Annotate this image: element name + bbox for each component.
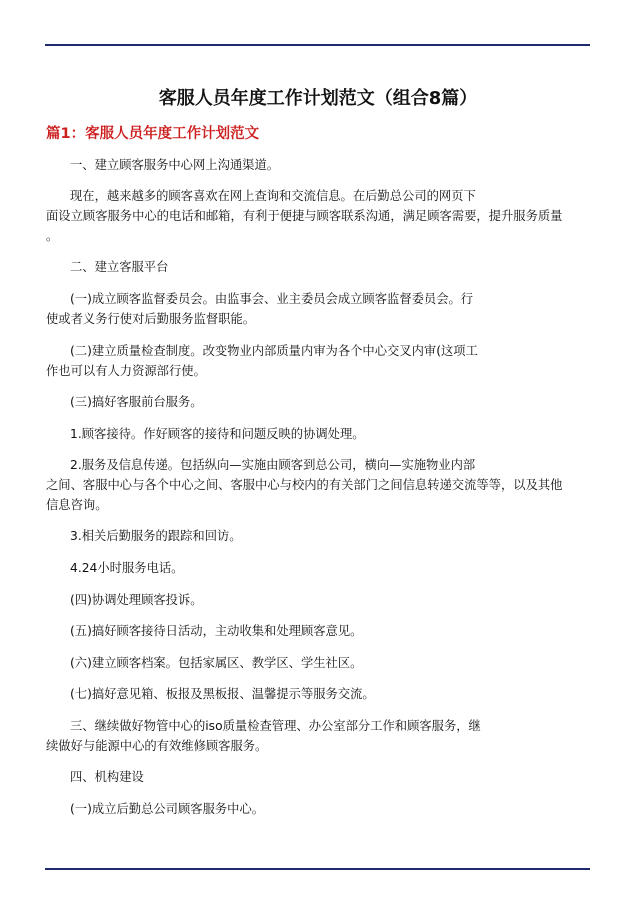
paragraph [46, 590, 594, 610]
paragraph-line: (五)搞好顾客接待日活动，主动收集和处理顾客意见。 [70, 624, 363, 638]
paragraph [46, 716, 594, 756]
paragraph-line: (四)协调处理顾客投诉。 [70, 593, 203, 607]
paragraph [46, 558, 594, 578]
paragraph-line: 之间、客服中心与各个中心之间、客服中心与校内的有关部门之间信息转递交流等等，以及其他 [46, 478, 563, 492]
paragraph-line: (一)成立顾客监督委员会。由监事会、业主委员会成立顾客监督委员会。行 [70, 292, 474, 306]
header-rule [45, 44, 590, 46]
paragraph-line: 信息咨询。 [46, 498, 108, 512]
paragraph [46, 392, 594, 412]
paragraph [46, 186, 594, 246]
paragraph-line: 四、机构建设 [70, 770, 144, 784]
section-title: 篇1：客服人员年度工作计划范文 [46, 126, 260, 142]
paragraph [46, 455, 594, 515]
paragraph [46, 155, 594, 175]
paragraph-line: (六)建立顾客档案。包括家属区、教学区、学生社区。 [70, 656, 363, 670]
paragraph [46, 341, 594, 381]
document-title: 客服人员年度工作计划范文（组合8篇） [158, 88, 478, 109]
paragraph-line: 3.相关后勤服务的跟踪和回访。 [70, 529, 242, 543]
paragraph-line: (一)成立后勤总公司顾客服务中心。 [70, 802, 265, 816]
paragraph [46, 621, 594, 641]
paragraph-line: 使或者义务行使对后勤服务监督职能。 [46, 312, 256, 326]
paragraph [46, 684, 594, 704]
paragraph [46, 526, 594, 546]
paragraph-line: 续做好与能源中心的有效维修顾客服务。 [46, 739, 268, 753]
paragraph-line: (三)搞好客服前台服务。 [70, 395, 203, 409]
paragraph [46, 257, 594, 277]
paragraph-line: 面设立顾客服务中心的电话和邮箱，有利于便捷与顾客联系沟通，满足顾客需要，提升服务质量 [46, 209, 563, 223]
paragraph-line: 三、继续做好物管中心的iso质量检查管理、办公室部分工作和顾客服务，继 [70, 719, 481, 733]
paragraph-line: 2.服务及信息传递。包括纵向—实施由顾客到总公司，横向—实施物业内部 [70, 458, 476, 472]
paragraph-line: (二)建立质量检查制度。改变物业内部质量内审为各个中心交叉内审(这项工 [70, 344, 478, 358]
paragraph [46, 289, 594, 329]
paragraph-line: 1.顾客接待。作好顾客的接待和问题反映的协调处理。 [70, 427, 365, 441]
paragraph [46, 653, 594, 673]
paragraph-line: (七)搞好意见箱、板报及黑板报、温馨提示等服务交流。 [70, 687, 375, 701]
paragraph-line: 现在，越来越多的顾客喜欢在网上查询和交流信息。在后勤总公司的网页下 [70, 189, 476, 203]
paragraph [46, 767, 594, 787]
paragraph [46, 799, 594, 819]
paragraph-line: 一、建立顾客服务中心网上沟通渠道。 [70, 158, 280, 172]
footer-rule [45, 868, 590, 870]
paragraph-line: 作也可以有人力资源部行使。 [46, 364, 206, 378]
paragraph-line: 。 [46, 229, 59, 243]
paragraph-line: 4.24小时服务电话。 [70, 561, 184, 575]
paragraph [46, 424, 594, 444]
paragraph-line: 二、建立客服平台 [70, 260, 169, 274]
